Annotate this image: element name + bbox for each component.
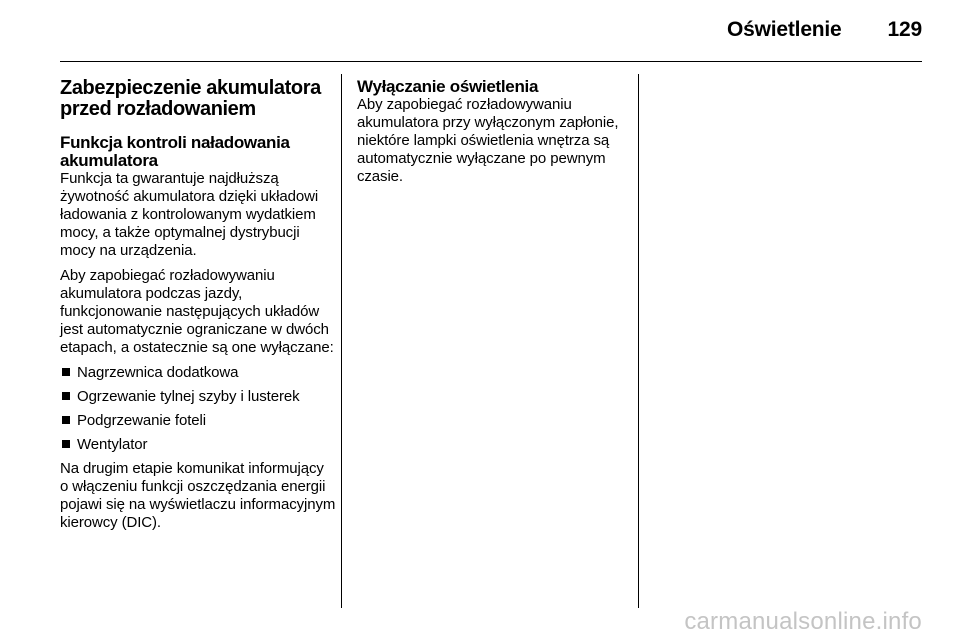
running-header [727,18,922,42]
header-rule [60,61,922,62]
square-bullet-icon [62,416,70,424]
column-divider-left [341,74,342,608]
bullet-list-systems [60,364,336,454]
page-number: 129 [887,18,922,41]
list-item-label: Wentylator [77,436,148,453]
list-item [60,364,336,382]
square-bullet-icon [62,368,70,376]
square-bullet-icon [62,392,70,400]
list-item [60,388,336,406]
column-divider-right [638,74,639,608]
list-item [60,412,336,430]
paragraph-lighting-off: Aby zapobiegać rozładowywaniu akumulatora przy wyłączonym zapłonie, niektóre lampki oświetlenia wnętrza są automatycznie wyłączane po pewnym czasie. [357,96,619,185]
subsection-title-lighting-off: Wyłączanie oświetlenia [357,77,539,96]
list-item-label: Ogrzewanie tylnej szyby i lusterek [77,388,300,405]
list-item-label: Nagrzewnica dodatkowa [77,364,239,381]
watermark: carmanualsonline.info [684,608,922,635]
paragraph-discharge-prevention: Aby zapobiegać rozładowywaniu akumulatora podczas jazdy, funkcjonowanie następujących układów jest automatycznie ograniczane w dwóch etapach, a ostatecznie są one wyłączane: [60,267,334,356]
chapter-title: Oświetlenie [727,18,842,41]
square-bullet-icon [62,440,70,448]
left-column [60,78,336,539]
section-title: Zabezpieczenie akumulatora przed rozładowaniem [60,77,321,120]
paragraph-second-stage: Na drugim etapie komunikat informujący o włączeniu funkcji oszczędzania energii pojawi się na wyświetlaczu informacyjnym kierowcy (DIC). [60,460,336,531]
subsection-title-battery-control: Funkcja kontroli naładowania akumulatora [60,133,290,170]
list-item [60,436,336,454]
list-item-label: Podgrzewanie foteli [77,412,207,429]
middle-column [357,78,632,193]
paragraph-battery-function: Funkcja ta gwarantuje najdłuższą żywotność akumulatora dzięki układowi ładowania z kontrolowanym wydatkiem mocy, a także optymalnej dystrybucji mocy na urządzenia. [60,170,319,259]
